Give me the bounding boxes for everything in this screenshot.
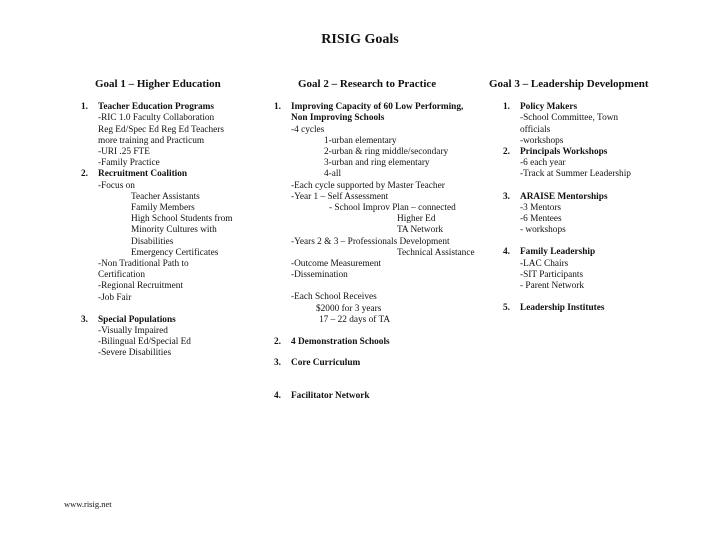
item-line: TA Network bbox=[397, 225, 443, 236]
goal-3-item-3 bbox=[503, 192, 703, 237]
item-line: -URI .25 FTE bbox=[98, 147, 150, 158]
goal-1-item-1 bbox=[81, 102, 256, 169]
item-line: -School Committee, Town bbox=[520, 113, 619, 124]
page-title: RISIG Goals bbox=[321, 32, 399, 47]
goal-1-item-3 bbox=[81, 315, 256, 360]
item-heading: Leadership Institutes bbox=[520, 303, 605, 314]
goal-2-item-3 bbox=[274, 358, 484, 369]
item-heading: Special Populations bbox=[98, 314, 176, 325]
item-line: -Year 1 – Self Assessment bbox=[291, 191, 389, 202]
item-line: 17 – 22 days of TA bbox=[319, 314, 391, 325]
item-heading: Core Curriculum bbox=[291, 358, 361, 369]
item-line: -LAC Chairs bbox=[520, 258, 569, 269]
goal-3-item-4 bbox=[503, 247, 703, 292]
item-number: 3. bbox=[81, 314, 88, 325]
item-line: -6 each year bbox=[520, 158, 566, 169]
item-line: Certification bbox=[98, 270, 145, 281]
item-line: Minority Cultures with bbox=[131, 225, 217, 236]
item-number: 2. bbox=[503, 147, 510, 158]
spacer bbox=[291, 281, 484, 292]
item-number: 1. bbox=[503, 102, 510, 113]
item-line: Disabilities bbox=[131, 236, 174, 247]
goal-2-item-4 bbox=[274, 391, 484, 402]
item-line: -Each School Receives bbox=[291, 292, 377, 303]
item-heading: Teacher Education Programs bbox=[98, 102, 215, 113]
item-line: Teacher Assistants bbox=[131, 191, 200, 202]
goal-3-item-5 bbox=[503, 303, 703, 314]
goal-3-heading: Goal 3 – Leadership Development bbox=[489, 78, 649, 90]
item-number: 5. bbox=[503, 303, 510, 314]
item-number: 4. bbox=[274, 391, 281, 402]
item-line: -Each cycle supported by Master Teacher bbox=[291, 180, 445, 191]
item-number: 4. bbox=[503, 247, 510, 258]
goal-3-column bbox=[489, 78, 703, 325]
item-number: 3. bbox=[503, 191, 510, 202]
item-line: 2-urban & ring middle/secondary bbox=[324, 147, 449, 158]
item-heading: Facilitator Network bbox=[291, 391, 370, 402]
item-heading: 4 Demonstration Schools bbox=[291, 337, 390, 348]
item-line: -Focus on bbox=[98, 180, 135, 191]
item-line: Reg Ed/Spec Ed Reg Ed Teachers bbox=[98, 124, 224, 135]
goal-1-column bbox=[81, 79, 256, 371]
item-line: Emergency Certificates bbox=[131, 247, 219, 258]
item-line: -Severe Disabilities bbox=[98, 348, 172, 359]
item-number: 1. bbox=[81, 102, 88, 113]
item-number: 3. bbox=[274, 358, 281, 369]
item-line: -Family Practice bbox=[98, 158, 160, 169]
goal-2-item-2 bbox=[274, 337, 484, 348]
item-line: -6 Mentees bbox=[520, 214, 562, 225]
item-line: -workshops bbox=[520, 135, 564, 146]
item-heading: Family Leadership bbox=[520, 247, 596, 258]
item-line: 1-urban elementary bbox=[324, 135, 397, 146]
item-line: Family Members bbox=[131, 203, 195, 214]
item-heading: Non Improving Schools bbox=[291, 113, 385, 124]
item-line: -3 Mentors bbox=[520, 202, 562, 213]
item-line: -Non Traditional Path to bbox=[98, 259, 189, 270]
item-line: $2000 for 3 years bbox=[316, 303, 382, 314]
item-line: 3-urban and ring elementary bbox=[324, 158, 430, 169]
goal-2-column bbox=[274, 79, 484, 414]
item-number: 2. bbox=[274, 337, 281, 348]
item-line: 4-all bbox=[324, 169, 342, 180]
item-line: -Visually Impaired bbox=[98, 326, 168, 337]
item-line: -Regional Recruitment bbox=[98, 281, 183, 292]
goal-3-item-2 bbox=[503, 147, 703, 181]
item-number: 1. bbox=[274, 102, 281, 113]
item-heading: Policy Makers bbox=[520, 102, 578, 113]
goal-2-item-1 bbox=[274, 102, 484, 326]
item-heading: Improving Capacity of 60 Low Performing, bbox=[291, 102, 464, 113]
item-line: -Years 2 & 3 – Professionals Development bbox=[291, 236, 450, 247]
footer-url: www.risig.net bbox=[64, 499, 112, 509]
goal-1-item-2 bbox=[81, 169, 256, 303]
goal-2-heading: Goal 2 – Research to Practice bbox=[298, 78, 437, 90]
goal-1-heading: Goal 1 – Higher Education bbox=[95, 78, 221, 90]
item-line: -Outcome Measurement bbox=[291, 259, 382, 270]
item-line: - workshops bbox=[520, 225, 566, 236]
item-heading: Recruitment Coalition bbox=[98, 169, 188, 180]
item-line: more training and Practicum bbox=[98, 135, 205, 146]
item-line: -Track at Summer Leadership bbox=[520, 169, 631, 180]
item-line: officials bbox=[520, 124, 551, 135]
goal-3-item-1 bbox=[503, 102, 703, 147]
item-line: -Bilingual Ed/Special Ed bbox=[98, 337, 191, 348]
item-line: - Parent Network bbox=[520, 281, 585, 292]
item-line: -4 cycles bbox=[291, 124, 325, 135]
item-number: 2. bbox=[81, 169, 88, 180]
item-line: Higher Ed bbox=[397, 214, 436, 225]
item-heading: ARAISE Mentorships bbox=[520, 191, 608, 202]
item-line: -Dissemination bbox=[291, 270, 348, 281]
item-line: High School Students from bbox=[131, 214, 233, 225]
item-line: Technical Assistance bbox=[397, 247, 475, 258]
item-line: -Job Fair bbox=[98, 292, 132, 303]
item-heading: Principals Workshops bbox=[520, 147, 608, 158]
item-line: -SIT Participants bbox=[520, 269, 584, 280]
item-line: - School Improv Plan – connected bbox=[329, 203, 456, 214]
item-line: -RIC 1.0 Faculty Collaboration bbox=[98, 113, 215, 124]
